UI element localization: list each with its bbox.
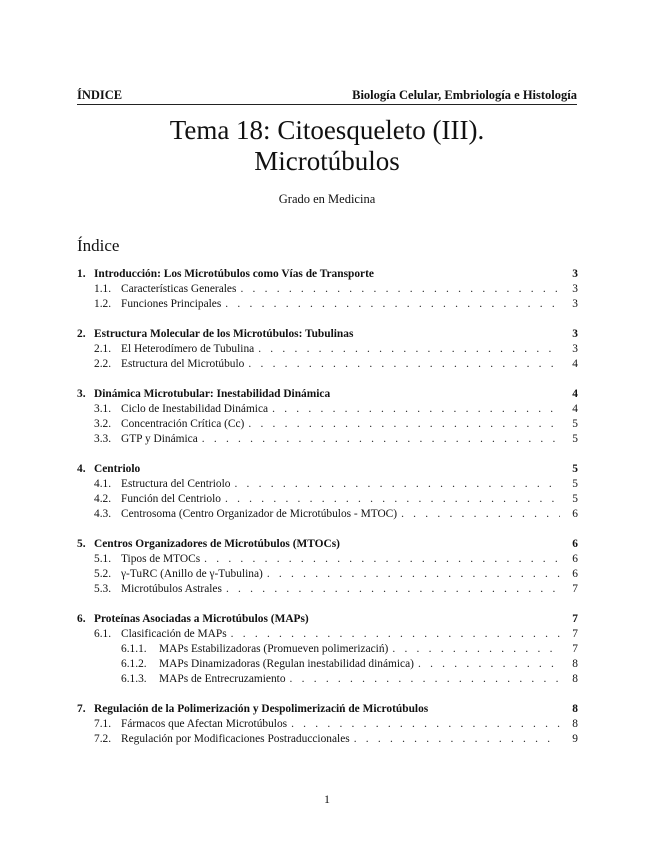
toc-leader-dots (291, 717, 560, 732)
toc-entry-title: Ciclo de Inestabilidad Dinámica (121, 403, 269, 415)
toc-entry-page: 8 (572, 703, 578, 715)
toc-leader-dots (225, 297, 560, 312)
toc-leader-dots (354, 732, 560, 747)
toc-entry-title: Características Generales (121, 283, 237, 295)
toc-leader-dots (231, 627, 560, 642)
toc-leader-dots (290, 672, 560, 687)
toc-entry-page: 8 (572, 673, 578, 685)
toc-subsection-3-1[interactable] (77, 402, 578, 417)
toc-section-block (77, 327, 578, 372)
toc-leader-dots (248, 357, 560, 372)
toc-leader-dots (234, 477, 560, 492)
toc-entry-number: 7. (77, 703, 86, 715)
toc-subsection-4-3[interactable] (77, 507, 578, 522)
toc-entry-title: Introducción: Los Microtúbulos como Vías de Transporte (94, 268, 374, 280)
page-number: 1 (324, 792, 330, 806)
toc-entry-number: 3. (77, 388, 86, 400)
toc-entry-title: Tipos de MTOCs (121, 553, 201, 565)
toc-leader-dots (240, 282, 560, 297)
toc-section-block (77, 387, 578, 447)
toc-entry-title: Función del Centriolo (121, 493, 221, 505)
toc-leader-dots (401, 507, 560, 522)
toc-section-2[interactable] (77, 327, 578, 342)
toc-entry-number: 2.1. (94, 343, 112, 355)
toc-entry-title: Concentración Crítica (Cc) (121, 418, 245, 430)
toc-entry-title: Estructura del Microtúbulo (121, 358, 245, 370)
toc-entry-title: Centros Organizadores de Microtúbulos (MTOCs) (94, 538, 340, 550)
toc-entry-number: 5.3. (94, 583, 112, 595)
toc-entry-number: 1.2. (94, 298, 112, 310)
toc-heading: Índice (77, 236, 120, 255)
running-header (77, 88, 577, 103)
toc-section-block (77, 702, 578, 747)
toc-subsection-5-3[interactable] (77, 582, 578, 597)
toc-section-1[interactable] (77, 267, 578, 282)
toc-entry-title: MAPs Dinamizadoras (Regulan inestabilidad dinámica) (159, 658, 414, 670)
toc-entry-number: 4.1. (94, 478, 112, 490)
toc-entry-page: 5 (572, 463, 578, 475)
header-right: Biología Celular, Embriología e Histología (352, 88, 577, 102)
toc-entry-title: El Heterodímero de Tubulina (121, 343, 255, 355)
toc-entry-page: 5 (572, 433, 578, 445)
toc-entry-title: GTP y Dinámica (121, 433, 198, 445)
toc-entry-page: 3 (572, 328, 578, 340)
toc-section-6[interactable] (77, 612, 578, 627)
toc-section-block (77, 537, 578, 597)
toc-entry-number: 4.2. (94, 493, 112, 505)
toc-subsection-1-2[interactable] (77, 297, 578, 312)
toc-leader-dots (225, 492, 560, 507)
toc-subsection-3-3[interactable] (77, 432, 578, 447)
toc-section-block (77, 267, 578, 312)
toc-entry-page: 5 (572, 418, 578, 430)
toc-entry-number: 5.1. (94, 553, 112, 565)
toc-subsection-4-2[interactable] (77, 492, 578, 507)
document-title (77, 115, 577, 177)
toc-entry-page: 3 (572, 268, 578, 280)
toc-subsection-3-2[interactable] (77, 417, 578, 432)
toc-entry-number: 7.1. (94, 718, 112, 730)
toc-entry-number: 7.2. (94, 733, 112, 745)
title-line-1: Tema 18: Citoesqueleto (III). (169, 115, 485, 145)
toc-entry-number: 2. (77, 328, 86, 340)
toc-subsubsection-6-1-3[interactable] (77, 672, 578, 687)
toc-entry-title: Fármacos que Afectan Microtúbulos (121, 718, 288, 730)
toc-entry-page: 4 (572, 403, 578, 415)
toc-subsection-2-1[interactable] (77, 342, 578, 357)
toc-section-4[interactable] (77, 462, 578, 477)
toc-entry-page: 9 (572, 733, 578, 745)
toc-section-7[interactable] (77, 702, 578, 717)
toc-subsection-1-1[interactable] (77, 282, 578, 297)
toc-entry-number: 4.3. (94, 508, 112, 520)
toc-leader-dots (392, 642, 560, 657)
toc-entry-title: Centrosoma (Centro Organizador de Microtúbulos - MTOC) (121, 508, 398, 520)
toc-leader-dots (202, 432, 560, 447)
toc-entry-title: Regulación de la Polimerización y Despolimerizaciń de Microtúbulos (94, 703, 429, 715)
toc-subsection-5-1[interactable] (77, 552, 578, 567)
toc-leader-dots (248, 417, 560, 432)
toc-subsection-2-2[interactable] (77, 357, 578, 372)
toc-entry-title: Estructura Molecular de los Microtúbulos: Tubulinas (94, 328, 354, 340)
toc-entry-title: γ-TuRC (Anillo de γ-Tubulina) (121, 568, 263, 580)
toc-entry-number: 6.1. (94, 628, 112, 640)
toc-entry-title: Regulación por Modificaciones Postraduccionales (121, 733, 350, 745)
toc-leader-dots (258, 342, 560, 357)
toc-entry-page: 3 (572, 343, 578, 355)
toc-entry-page: 5 (572, 478, 578, 490)
toc-leader-dots (418, 657, 560, 672)
toc-section-3[interactable] (77, 387, 578, 402)
toc-entry-number: 6.1.1. (121, 643, 147, 655)
toc-entry-page: 7 (572, 613, 578, 625)
toc-subsubsection-6-1-2[interactable] (77, 657, 578, 672)
toc-entry-page: 4 (572, 358, 578, 370)
toc-leader-dots (267, 567, 560, 582)
toc-section-block (77, 612, 578, 687)
toc-section-5[interactable] (77, 537, 578, 552)
document-subtitle: Grado en Medicina (278, 192, 376, 206)
toc-entry-page: 7 (572, 643, 578, 655)
toc-entry-title: Clasificación de MAPs (121, 628, 227, 640)
toc-subsection-5-2[interactable] (77, 567, 578, 582)
toc-entry-title: Estructura del Centriolo (121, 478, 231, 490)
toc-entry-number: 3.3. (94, 433, 112, 445)
toc-entry-page: 8 (572, 658, 578, 670)
toc-entry-page: 4 (572, 388, 578, 400)
toc-entry-page: 6 (572, 568, 578, 580)
toc-leader-dots (226, 582, 560, 597)
toc-entry-page: 7 (572, 583, 578, 595)
toc-subsection-4-1[interactable] (77, 477, 578, 492)
toc-entry-title: MAPs Estabilizadoras (Promueven polimerizaciń) (159, 643, 389, 655)
toc-entry-page: 5 (572, 493, 578, 505)
toc-entry-title: Proteínas Asociadas a Microtúbulos (MAPs) (94, 613, 309, 625)
toc-entry-page: 3 (572, 298, 578, 310)
toc-entry-page: 6 (572, 508, 578, 520)
toc-subsection-7-2[interactable] (77, 732, 578, 747)
table-of-contents (77, 267, 578, 762)
toc-subsubsection-6-1-1[interactable] (77, 642, 578, 657)
toc-section-block (77, 462, 578, 522)
toc-subsection-7-1[interactable] (77, 717, 578, 732)
toc-leader-dots (204, 552, 560, 567)
toc-entry-number: 5.2. (94, 568, 112, 580)
toc-entry-number: 6. (77, 613, 86, 625)
toc-entry-title: MAPs de Entrecruzamiento (159, 673, 286, 685)
toc-leader-dots (272, 402, 560, 417)
toc-entry-number: 6.1.3. (121, 673, 147, 685)
toc-entry-page: 6 (572, 538, 578, 550)
toc-entry-number: 3.1. (94, 403, 112, 415)
toc-entry-page: 8 (572, 718, 578, 730)
toc-entry-page: 6 (572, 553, 578, 565)
toc-entry-number: 5. (77, 538, 86, 550)
title-line-2: Microtúbulos (254, 146, 400, 176)
toc-entry-number: 3.2. (94, 418, 112, 430)
toc-entry-number: 6.1.2. (121, 658, 147, 670)
toc-entry-title: Microtúbulos Astrales (121, 583, 222, 595)
toc-entry-number: 1. (77, 268, 86, 280)
toc-entry-page: 7 (572, 628, 578, 640)
toc-entry-title: Centriolo (94, 463, 141, 475)
toc-entry-number: 2.2. (94, 358, 112, 370)
toc-entry-number: 4. (77, 463, 86, 475)
toc-entry-title: Funciones Principales (121, 298, 222, 310)
header-rule (77, 104, 577, 105)
header-left: ÍNDICE (77, 88, 123, 102)
toc-entry-number: 1.1. (94, 283, 112, 295)
toc-subsection-6-1[interactable] (77, 627, 578, 642)
toc-entry-page: 3 (572, 283, 578, 295)
toc-entry-title: Dinámica Microtubular: Inestabilidad Dinámica (94, 388, 331, 400)
